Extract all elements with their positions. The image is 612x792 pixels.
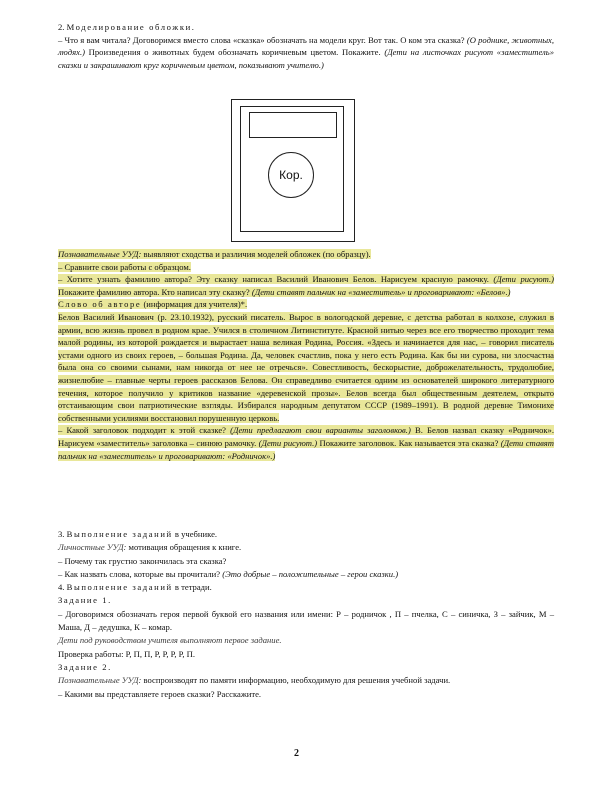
circle-label: Кор. bbox=[279, 168, 303, 182]
task-heading: Задание 2. bbox=[58, 661, 112, 672]
instruction-line: – Хотите узнать фамилию автора? Эту сказку написал Василий Иванович Белов. Нарисуем красную рамочку. bbox=[58, 274, 494, 285]
question-line: В. Белов назвал сказку «Родничок». Нарисуем «заместитель» заголовка – синюю рамочку. bbox=[58, 425, 554, 448]
instruction-line: – Сравните свои работы с образцом. bbox=[58, 261, 191, 272]
section-heading-tail: в учебнике. bbox=[172, 529, 218, 539]
uud-text: мотивация обращения к книге. bbox=[126, 542, 242, 553]
section-heading: Моделирование обложки. bbox=[66, 22, 196, 32]
cover-model-figure bbox=[231, 99, 355, 242]
question-line: – Как назвать слова, которые вы прочитали? bbox=[58, 568, 223, 579]
about-author-note: (информация для учителя)*. bbox=[141, 299, 248, 310]
task-heading: Задание 1. bbox=[58, 595, 112, 606]
section-heading: Выполнение заданий bbox=[66, 582, 173, 593]
block-author bbox=[58, 248, 554, 462]
paragraph-text: Произведения о животных будем обозначать коричневым цветом. Покажите. bbox=[84, 47, 385, 58]
italic-note: (Дети на листочках рисуют «заместитель» сказки и закрашивают круг коричневым цветом, показывают учителю.) bbox=[58, 47, 555, 70]
italic-note: (Дети ставят пальчик на «заместитель» и проговаривают: «Белов».) bbox=[251, 286, 511, 297]
section-number: 2. bbox=[58, 22, 65, 32]
italic-note: (Это добрые – положительные – герои сказки.) bbox=[222, 568, 399, 579]
section-heading-tail: в тетради. bbox=[172, 582, 212, 593]
italic-note: (Дети рисуют.) bbox=[258, 437, 318, 448]
italic-note: (О роднике, животных, людях.) bbox=[58, 34, 554, 58]
question-line: – Какими вы представляете героев сказки? Расскажите. bbox=[58, 688, 262, 699]
italic-note: (Дети рисуют.) bbox=[493, 274, 554, 285]
uud-text: выявляют сходства и различия моделей обложек (по образцу). bbox=[141, 249, 371, 259]
question-line: – Какой заголовок подходит к этой сказке? bbox=[58, 425, 231, 436]
title-placeholder bbox=[249, 112, 337, 138]
uud-label: Личностные УУД: bbox=[58, 542, 127, 553]
question-line: – Почему так грустно закончилась эта сказка? bbox=[58, 555, 227, 566]
block-tasks bbox=[58, 528, 554, 701]
about-author-heading: Слово об авторе bbox=[58, 299, 142, 310]
page-number: 2 bbox=[294, 748, 299, 759]
section-number: 3. bbox=[58, 529, 65, 539]
italic-note: (Дети ставят пальчик на «заместитель» и проговаривают: «Родничок».) bbox=[58, 437, 554, 461]
italic-note: Дети под руководством учителя выполняют первое задание. bbox=[58, 635, 282, 646]
uud-label: Познавательные УУД: bbox=[58, 675, 142, 686]
instruction-line: Покажите фамилию автора. Кто написал эту сказку? bbox=[58, 286, 252, 297]
author-biography: Белов Василий Иванович (р. 23.10.1932), русский писатель. Вырос в вологодской деревне, с детства работал в колхозе, служил в армии, всю жизнь провел в родном крае. Учился в столичном Литинституте. Красной нитью через все его творчество проходит тема малой родины, из которой рождается и вырастает наша великая Родина, Россия. «Здесь и начинается для нас, – говорил писатель устами одного из своих героев, – большая Родина. Да, человек счастлив, пока у него есть Родина. Как бы ни сурова, ни злосчастна была она со своими сынами, нам никогда от нее не отречься». Совестливость, бескорыстие, доброжелательность, трудолюбие, жизнелюбие – главные черты героев рассказов Белова. Он справедливо считается одним из основателей широкого литературного течения, которое получило у критиков название «деревенской прозы». Белов всегда был общественным деятелем, открыто отстаивающим свои патриотические взгляды. Избирался народным депутатом СССР (1989–1991). В родной деревне Тимонихе собственными усилиями восстановил порушенную церковь. bbox=[58, 311, 554, 423]
task-text: – Договоримся обозначать героя первой буквой его названия или имени: Р – родничок , П – пчелка, С – синичка, З – зайчик, М – Маша, Д – дедушка, К – комар. bbox=[58, 608, 554, 633]
uud-label: Познавательные УУД: bbox=[58, 249, 142, 259]
section-modeling bbox=[58, 21, 554, 71]
paragraph-text: – Что я вам читала? Договоримся вместо слова «сказка» обозначать на модели круг. Вот так. О ком эта сказка? bbox=[58, 34, 467, 45]
section-number: 4. bbox=[58, 582, 65, 593]
check-line: Проверка работы: Р, П, П, Р, Р, Р, Р, П. bbox=[58, 648, 196, 659]
uud-text: воспроизводят по памяти информацию, необходимую для решения учебной задачи. bbox=[141, 675, 451, 686]
italic-note: (Дети предлагают свои варианты заголовков.) bbox=[230, 425, 411, 436]
story-circle bbox=[268, 152, 314, 198]
question-line: Покажите заголовок. Как называется эта сказка? bbox=[317, 437, 501, 448]
section-heading: Выполнение заданий bbox=[66, 529, 173, 539]
